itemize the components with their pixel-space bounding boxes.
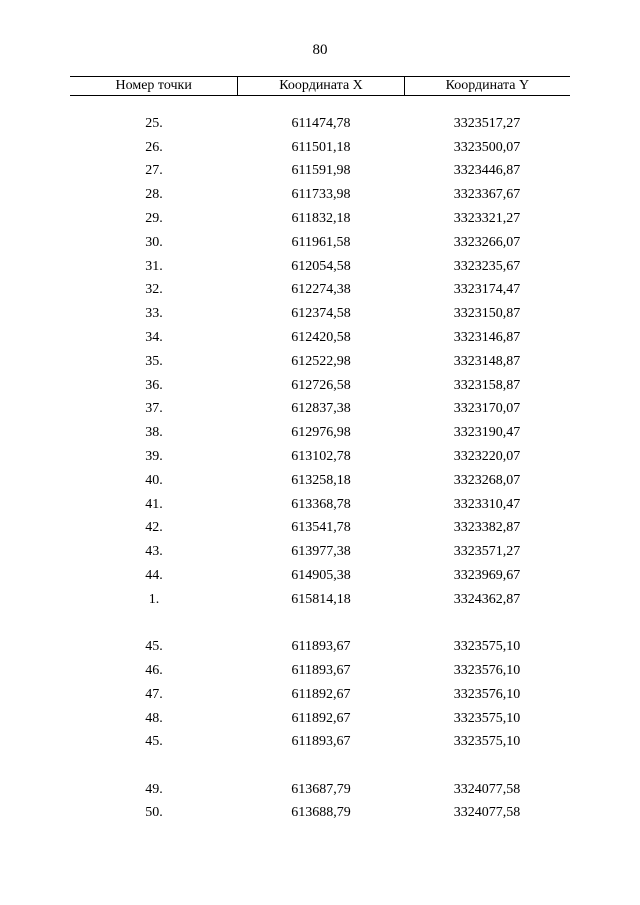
cell-point-number: 45. <box>145 734 163 750</box>
cell-coordinate-x: 613368,78 <box>291 496 351 512</box>
cell-point-number: 39. <box>145 449 163 465</box>
cell-point-number: 26. <box>145 139 163 155</box>
cell-coordinate-x: 612274,38 <box>291 282 351 298</box>
cell-point-number: 35. <box>145 353 163 369</box>
table-row <box>70 374 570 398</box>
table-row <box>70 469 570 493</box>
cell-coordinate-x: 613687,79 <box>291 781 351 797</box>
cell-point-number: 34. <box>145 330 163 346</box>
page-number: 80 <box>312 42 328 58</box>
cell-coordinate-x: 612374,58 <box>291 306 351 322</box>
table-row <box>70 517 570 541</box>
cell-coordinate-y: 3323321,27 <box>453 211 521 227</box>
cell-coordinate-y: 3323576,10 <box>453 662 521 678</box>
table-row <box>70 707 570 731</box>
cell-coordinate-x: 612837,38 <box>291 401 351 417</box>
table-row <box>70 659 570 683</box>
cell-coordinate-x: 612976,98 <box>291 425 351 441</box>
table-row <box>70 279 570 303</box>
cell-point-number: 46. <box>145 662 163 678</box>
cell-coordinate-x: 615814,18 <box>291 591 351 607</box>
cell-coordinate-y: 3323575,10 <box>453 734 521 750</box>
cell-coordinate-y: 3323382,87 <box>453 520 521 536</box>
cell-point-number: 37. <box>145 401 163 417</box>
cell-coordinate-x: 611893,67 <box>291 734 351 750</box>
table-row <box>70 231 570 255</box>
cell-coordinate-x: 611832,18 <box>291 211 351 227</box>
cell-coordinate-y: 3323571,27 <box>453 544 521 560</box>
cell-coordinate-x: 611474,78 <box>291 115 351 131</box>
cell-point-number: 44. <box>145 568 163 584</box>
cell-coordinate-x: 614905,38 <box>291 568 351 584</box>
cell-point-number: 38. <box>145 425 163 441</box>
table-row <box>70 207 570 231</box>
table-row <box>70 398 570 422</box>
table-row <box>70 635 570 659</box>
cell-point-number: 30. <box>145 234 163 250</box>
table-row <box>70 730 570 754</box>
cell-coordinate-y: 3324077,58 <box>453 781 521 797</box>
table-header <box>70 76 570 96</box>
cell-point-number: 1. <box>148 591 160 607</box>
cell-coordinate-x: 611893,67 <box>291 639 351 655</box>
table-row <box>70 445 570 469</box>
cell-coordinate-y: 3323969,67 <box>453 568 521 584</box>
cell-point-number: 50. <box>145 805 163 821</box>
cell-coordinate-x: 613977,38 <box>291 544 351 560</box>
table-row <box>70 183 570 207</box>
cell-coordinate-x: 611892,67 <box>291 710 351 726</box>
table-row <box>70 136 570 160</box>
table-row <box>70 350 570 374</box>
table-row <box>70 326 570 350</box>
cell-coordinate-y: 3323146,87 <box>453 330 521 346</box>
table-row <box>70 802 570 826</box>
cell-point-number: 29. <box>145 211 163 227</box>
cell-coordinate-x: 611893,67 <box>291 662 351 678</box>
header-coordinate-x: Координата X <box>237 77 403 95</box>
cell-point-number: 27. <box>145 163 163 179</box>
cell-coordinate-y: 3323174,47 <box>453 282 521 298</box>
cell-coordinate-x: 612726,58 <box>291 377 351 393</box>
table-row <box>70 588 570 612</box>
cell-point-number: 49. <box>145 781 163 797</box>
cell-point-number: 31. <box>145 258 163 274</box>
cell-coordinate-x: 611892,67 <box>291 686 351 702</box>
cell-point-number: 43. <box>145 544 163 560</box>
cell-coordinate-x: 611961,58 <box>291 234 351 250</box>
cell-coordinate-y: 3323517,27 <box>453 115 521 131</box>
coordinates-table <box>70 76 570 825</box>
cell-point-number: 45. <box>145 639 163 655</box>
table-body <box>70 96 570 825</box>
table-row <box>70 564 570 588</box>
cell-point-number: 36. <box>145 377 163 393</box>
cell-coordinate-x: 613688,79 <box>291 805 351 821</box>
cell-coordinate-y: 3323446,87 <box>453 163 521 179</box>
cell-coordinate-x: 612054,58 <box>291 258 351 274</box>
cell-coordinate-x: 612522,98 <box>291 353 351 369</box>
cell-point-number: 33. <box>145 306 163 322</box>
cell-coordinate-x: 611591,98 <box>291 163 351 179</box>
cell-coordinate-y: 3323367,67 <box>453 187 521 203</box>
row-group <box>70 112 570 612</box>
cell-coordinate-y: 3323266,07 <box>453 234 521 250</box>
table-row <box>70 112 570 136</box>
cell-coordinate-y: 3323170,07 <box>453 401 521 417</box>
cell-coordinate-y: 3323220,07 <box>453 449 521 465</box>
table-row <box>70 493 570 517</box>
cell-point-number: 47. <box>145 686 163 702</box>
cell-coordinate-x: 612420,58 <box>291 330 351 346</box>
cell-point-number: 41. <box>145 496 163 512</box>
cell-coordinate-y: 3323268,07 <box>453 472 521 488</box>
row-group <box>70 778 570 826</box>
row-group <box>70 635 570 754</box>
cell-coordinate-y: 3323235,67 <box>453 258 521 274</box>
table-row <box>70 302 570 326</box>
cell-coordinate-y: 3323190,47 <box>453 425 521 441</box>
table-row <box>70 160 570 184</box>
cell-point-number: 40. <box>145 472 163 488</box>
table-row <box>70 778 570 802</box>
cell-coordinate-x: 613258,18 <box>291 472 351 488</box>
table-row <box>70 540 570 564</box>
cell-coordinate-y: 3323500,07 <box>453 139 521 155</box>
cell-coordinate-y: 3323310,47 <box>453 496 521 512</box>
cell-coordinate-x: 613102,78 <box>291 449 351 465</box>
cell-coordinate-y: 3324077,58 <box>453 805 521 821</box>
cell-coordinate-x: 613541,78 <box>291 520 351 536</box>
cell-coordinate-x: 611733,98 <box>291 187 351 203</box>
header-coordinate-y: Координата Y <box>404 77 570 95</box>
cell-point-number: 48. <box>145 710 163 726</box>
cell-coordinate-y: 3323576,10 <box>453 686 521 702</box>
table-row <box>70 683 570 707</box>
cell-coordinate-y: 3323575,10 <box>453 639 521 655</box>
cell-coordinate-x: 611501,18 <box>291 139 351 155</box>
cell-coordinate-y: 3323575,10 <box>453 710 521 726</box>
cell-point-number: 32. <box>145 282 163 298</box>
cell-coordinate-y: 3324362,87 <box>453 591 521 607</box>
cell-coordinate-y: 3323148,87 <box>453 353 521 369</box>
table-row <box>70 255 570 279</box>
header-point-number: Номер точки <box>115 78 192 93</box>
cell-coordinate-y: 3323158,87 <box>453 377 521 393</box>
table-row <box>70 421 570 445</box>
cell-point-number: 25. <box>145 115 163 131</box>
cell-coordinate-y: 3323150,87 <box>453 306 521 322</box>
cell-point-number: 42. <box>145 520 163 536</box>
cell-point-number: 28. <box>145 187 163 203</box>
